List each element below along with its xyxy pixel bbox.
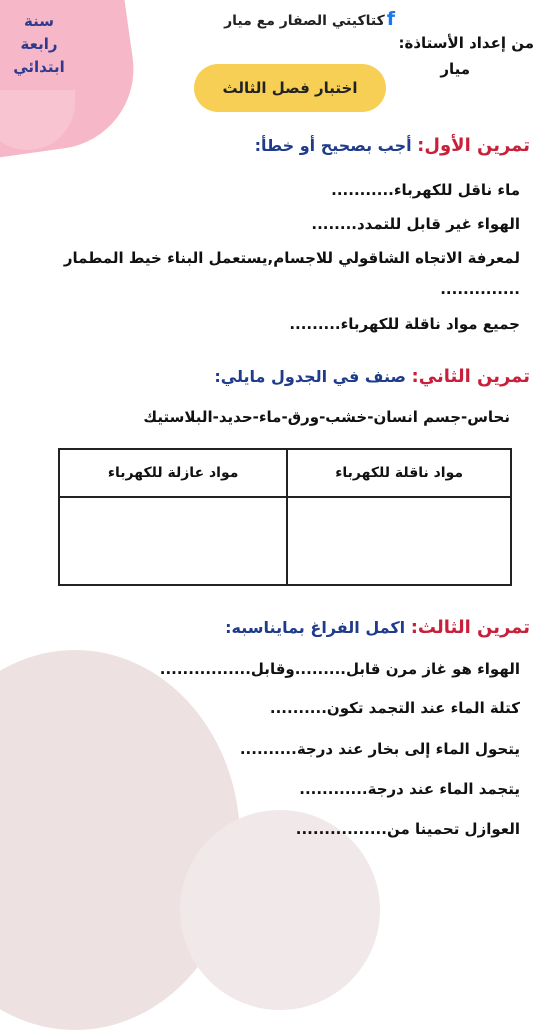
exercise1-item: جميع مواد ناقلة للكهرباء......... [289, 315, 520, 333]
grey-decoration-blob-small [180, 810, 380, 1010]
test-title: اختبار فصل الثالث [222, 79, 358, 97]
table-row [59, 497, 511, 585]
exercise3-task: اكمل الفراغ بمايناسبه: [225, 618, 406, 637]
exercise3-item: يتحول الماء إلى بخار عند درجة.......... [239, 740, 520, 758]
exercise3-item: الهواء هو غاز مرن قابل.........وقابل................ [159, 660, 520, 678]
grade-line: رابعة [20, 35, 58, 53]
exercise3-item: يتجمد الماء عند درجة............ [299, 780, 520, 798]
exercise1-item: لمعرفة الاتجاه الشاقولي للاجسام,يستعمل البناء خيط المطمار [63, 249, 520, 267]
facebook-page-line [224, 8, 395, 30]
exercise3-item: كتلة الماء عند التجمد تكون.......... [269, 699, 520, 717]
grade-label [8, 10, 70, 79]
exercise3-heading: تمرين الثالث: [410, 617, 530, 638]
teacher-label: من إعداد الأستاذة: [398, 34, 534, 52]
test-title-badge [194, 64, 386, 112]
exercise2-title [214, 366, 530, 387]
table-header-conductors: مواد ناقلة للكهرباء [287, 449, 511, 497]
exercise3-item: العوازل تحمينا من................ [295, 820, 520, 838]
classification-table [58, 448, 512, 586]
exercise1-title [255, 135, 530, 156]
exercise1-heading: تمرين الأول: [417, 135, 530, 156]
classification-words: نحاس-جسم انسان-خشب-ورق-ماء-حديد-البلاستيك [143, 408, 510, 426]
exercise1-item: الهواء غير قابل للتمدد........ [311, 215, 520, 233]
teacher-name: ميار [440, 60, 470, 78]
exercise1-item: ماء ناقل للكهرباء........... [331, 181, 520, 199]
table-header-row [59, 449, 511, 497]
exercise1-item-blank: .............. [440, 280, 520, 298]
insulators-cell [59, 497, 287, 585]
exercise2-task: صنف في الجدول مايلي: [214, 367, 406, 386]
grade-line: ابتدائي [13, 58, 65, 76]
exercise2-heading: تمرين الثاني: [411, 366, 530, 387]
exercise3-title [225, 617, 530, 638]
facebook-icon: f [386, 8, 395, 30]
exercise1-task: أجب بصحيح أو خطأ: [254, 136, 412, 155]
facebook-page-name: كتاكيتي الصفار مع ميار [224, 13, 385, 29]
conductors-cell [287, 497, 511, 585]
grade-line: سنة [24, 12, 54, 30]
table-header-insulators: مواد عازلة للكهرباء [59, 449, 287, 497]
